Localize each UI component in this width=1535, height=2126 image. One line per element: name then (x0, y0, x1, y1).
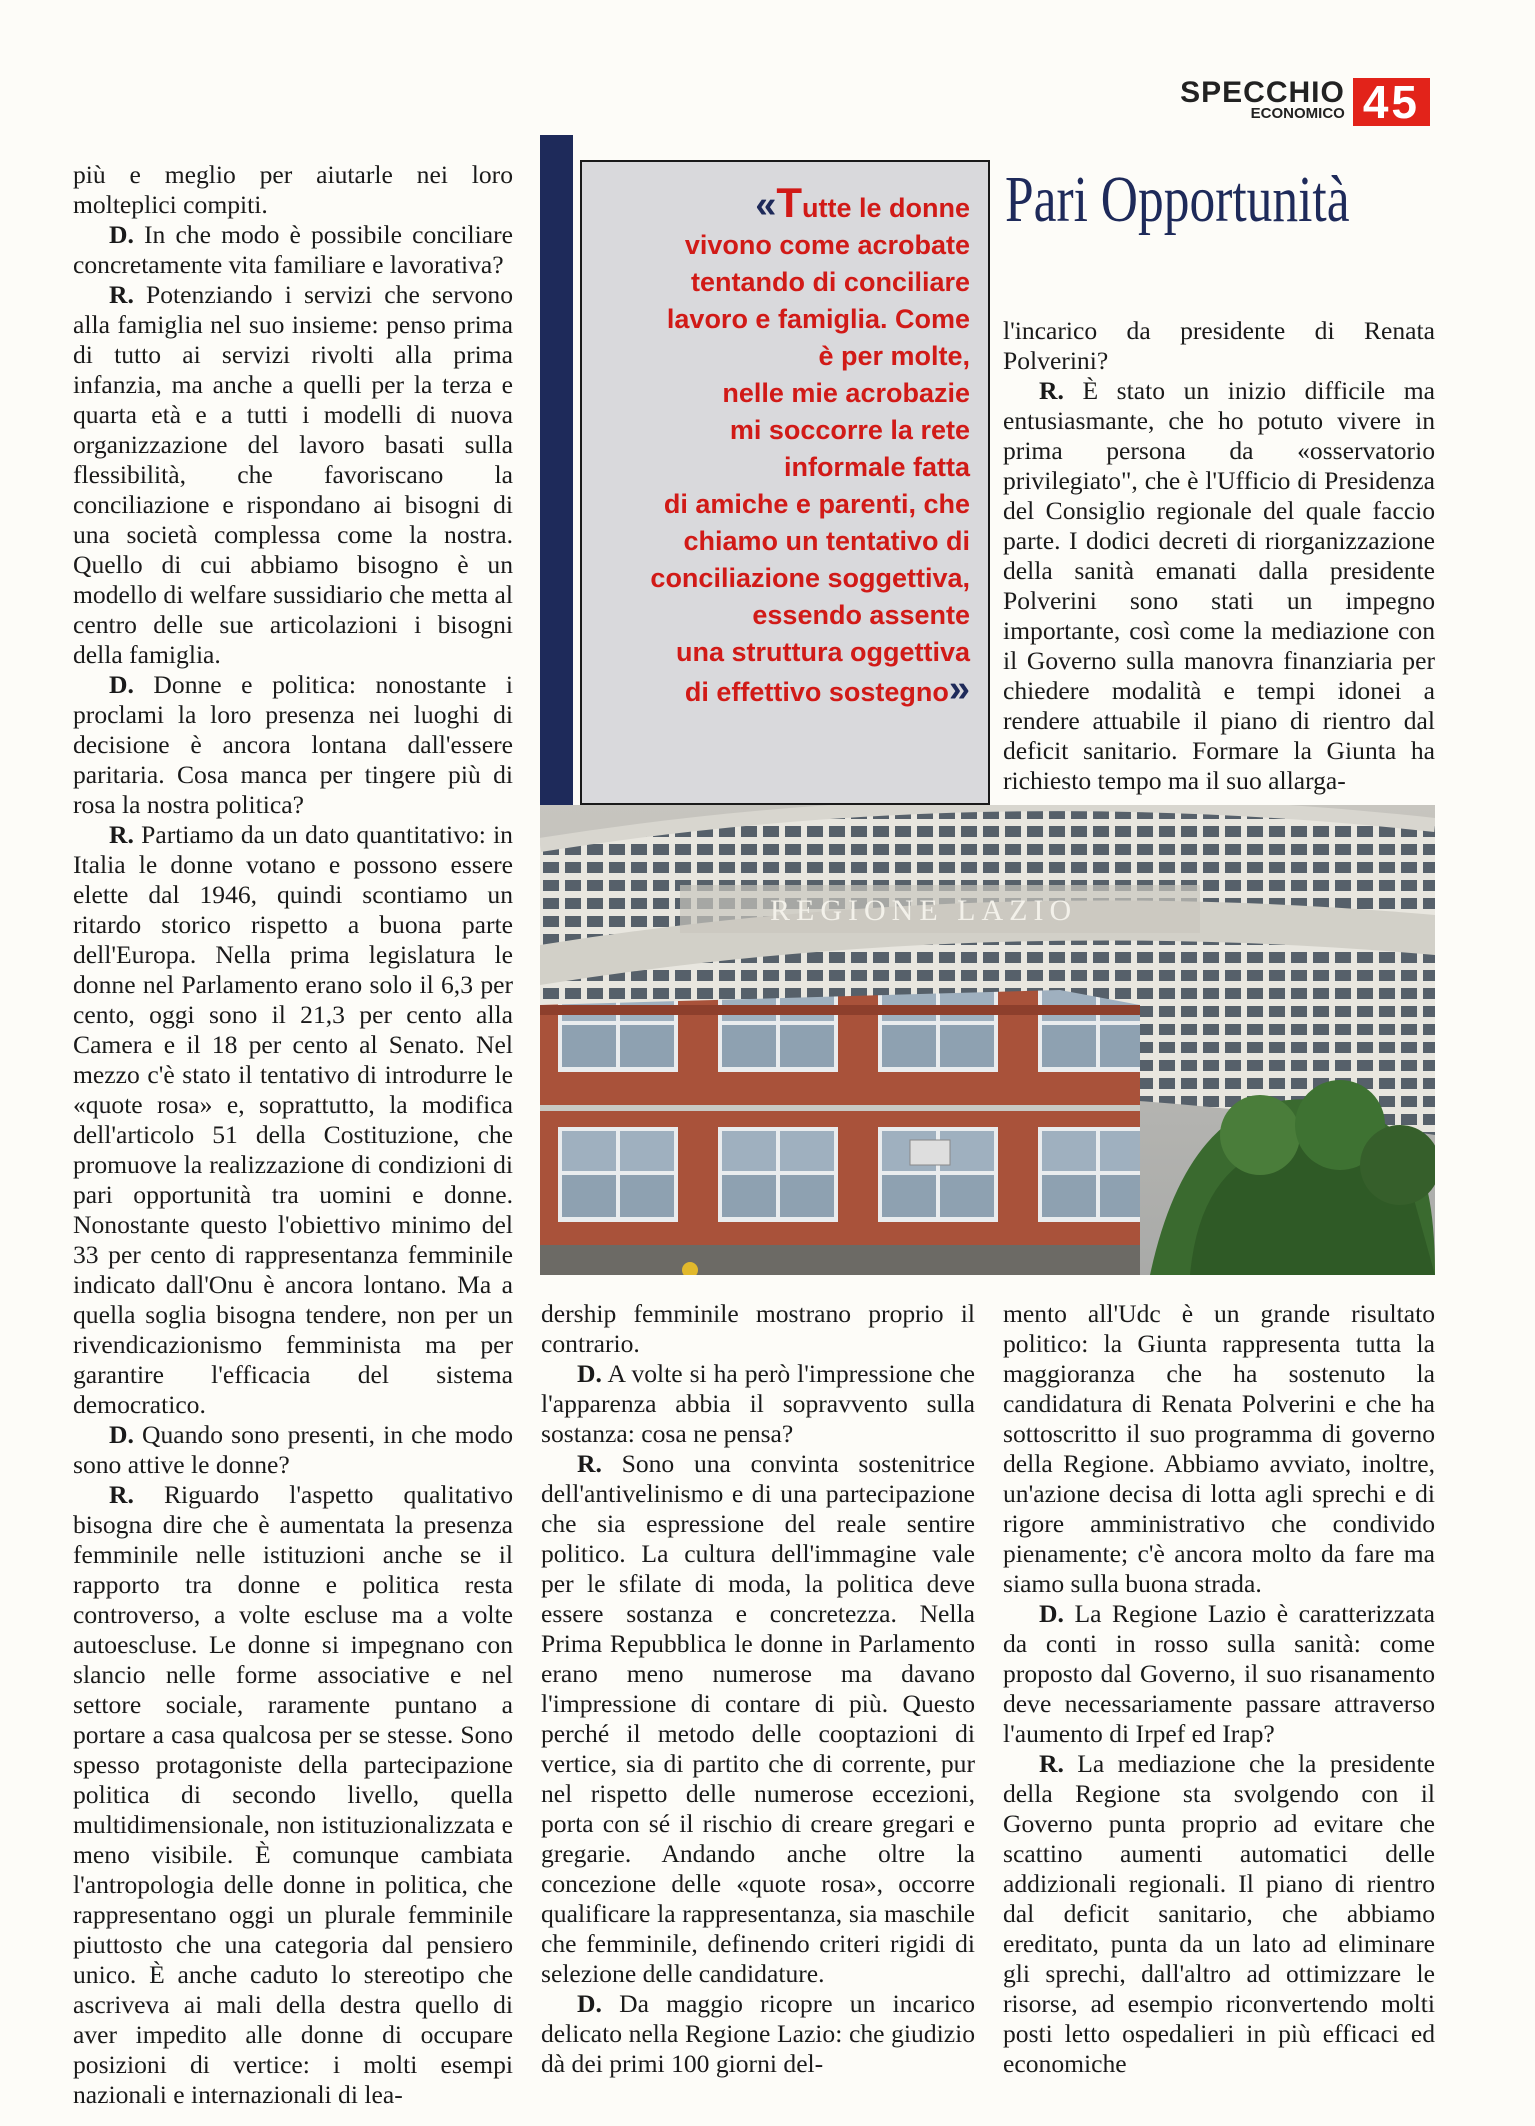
article-paragraph (541, 1989, 975, 2079)
paragraph-text: Sono una convinta sostenitrice dell'antivelinismo e di una partecipazione che sia espressione del reale sentire politico. La cultura dell'immagine vale per le sfilate di moda, la politica deve essere sostanza e concretezza. Nella Prima Repubblica le donne in Parlamento erano meno numerose ma davano l'impressione di contare di più. Questo perché il metodo delle cooptazioni di vertice, sia di partito che di corrente, pur nel rispetto delle numerose eccezioni, porta con sé il rischio di creare gregari e gregarie. Andando anche oltre la concezione delle «quote rosa», occorre qualificare la rappresentanza, sia maschile che femminile, definendo criteri rigidi di selezione delle candidature. (541, 1449, 975, 1988)
quote-line: chiamo un tentativo di (683, 526, 970, 556)
column-3-top (1003, 316, 1435, 796)
quote-line: utte le donne (802, 193, 970, 223)
quote-line: informale fatta (783, 452, 970, 482)
paragraph-text: dership femminile mostrano proprio il contrario. (541, 1299, 975, 1358)
article-paragraph (1003, 1749, 1435, 2079)
article-paragraph (73, 820, 513, 1420)
article-paragraph (541, 1299, 975, 1359)
paragraph-label: R. (1039, 1749, 1064, 1778)
paragraph-label: R. (109, 820, 134, 849)
quote-line: vivono come acrobate (684, 230, 970, 260)
quote-first-letter: T (776, 179, 802, 226)
magazine-header (1180, 78, 1430, 136)
paragraph-text: La Regione Lazio è caratterizzata da conti in rosso sulla sanità: come proposto dal Governo, il suo risanamento deve necessariamente passare attraverso l'aumento di Irpef ed Irap? (1003, 1599, 1435, 1748)
article-paragraph (73, 160, 513, 220)
paragraph-label: R. (1039, 376, 1064, 405)
article-paragraph (73, 1480, 513, 2110)
pull-quote-text (602, 179, 970, 711)
paragraph-text: Partiamo da un dato quantitativo: in Italia le donne votano e possono essere elette dal 1946, quindi scontiamo un ritardo storico rispetto a buona parte dell'Europa. Nella prima legislatura le donne nel Parlamento erano solo il 6,3 per cento, oggi sono il 21,3 per cento alla Camera e il 18 per cento al Senato. Nel mezzo c'è stato il tentativo di introdurre le «quote rosa» e, soprattutto, la modifica dell'articolo 51 della Costituzione, che promuove la realizzazione di condizioni di pari opportunità tra uomini e donne. Nonostante questo l'obiettivo minimo del 33 per cento di rappresentanza femminile indicato dall'Onu è ancora lontano. Ma a quella soglia bisogna tendere, non per un rivendicazionismo femminista ma per garantire l'efficacia del sistema democratico. (73, 820, 513, 1419)
quote-line: una struttura oggettiva (675, 637, 970, 667)
quote-line: di amiche e parenti, che (663, 489, 970, 519)
quote-line: è per molte, (818, 341, 970, 371)
section-title: Pari Opportunità (1005, 163, 1350, 236)
magazine-name: SPECCHIO (1180, 76, 1345, 109)
article-paragraph (1003, 316, 1435, 376)
paragraph-text: Riguardo l'aspetto qualitativo bisogna dire che è aumentata la presenza femminile nelle istituzioni anche se il rapporto tra donne e politica resta controverso, a volte escluse ma a volte autoescluse. Le donne si impegnano con slancio nelle forme associative e nel settore sociale, raramente puntano a portare a casa qualcosa per se stesse. Sono spesso protagoniste della partecipazione politica di secondo livello, quella multidimensionale, non istituzionalizzata e meno visibile. È comunque cambiata l'antropologia delle donne in politica, che rappresentano oggi un plurale femminile piuttosto che una categoria dal pensiero unico. È anche caduto lo stereotipo che ascriveva ai mali della destra quello di aver impedito alle donne di occupare posizioni di vertice: i molti esempi nazionali e internazionali di lea- (73, 1480, 513, 2109)
article-paragraph (73, 280, 513, 670)
paragraph-text: Da maggio ricopre un incarico delicato nella Regione Lazio: che giudizio dà dei primi 100 giorni del- (541, 1989, 975, 2078)
paragraph-text: più e meglio per aiutarle nei loro molteplici compiti. (73, 160, 513, 219)
paragraph-label: R. (109, 280, 134, 309)
quote-line: tentando di conciliare (690, 267, 970, 297)
quote-close-mark: » (948, 668, 970, 710)
paragraph-label: D. (109, 670, 134, 699)
paragraph-text: mento all'Udc è un grande risultato politico: la Giunta rappresenta tutta la maggioranza che ha sostenuto la candidatura di Renata Polverini e che ha sottoscritto il suo programma di governo della Regione. Abbiamo avviato, inoltre, un'azione decisa di lotta agli sprechi e di rigore amministrativo che condivido pienamente; c'è ancora molto da fare ma siamo sulla buona strada. (1003, 1299, 1435, 1598)
paragraph-label: R. (109, 1480, 134, 1509)
article-paragraph (1003, 1599, 1435, 1749)
building-sign-text: REGIONE LAZIO (770, 894, 1078, 927)
magazine-subname: ECONOMICO (1250, 105, 1345, 122)
article-paragraph (73, 670, 513, 820)
paragraph-label: D. (577, 1359, 602, 1388)
quote-line: di effettivo sostegno (684, 677, 949, 707)
article-paragraph (541, 1449, 975, 1989)
magazine-masthead (1180, 78, 1345, 122)
quote-open-mark: « (755, 184, 777, 226)
quote-line: essendo assente (752, 600, 970, 630)
quote-line: nelle mie acrobazie (722, 378, 970, 408)
pull-quote-box (580, 160, 990, 805)
quote-line: lavoro e famiglia. Come (666, 304, 970, 334)
paragraph-label: D. (577, 1989, 602, 2018)
article-paragraph (73, 220, 513, 280)
page-number: 45 (1353, 78, 1430, 126)
regione-lazio-building-photo (540, 805, 1435, 1275)
column-2 (541, 1299, 975, 2079)
column-1 (73, 160, 513, 2110)
paragraph-text: Donne e politica: nonostante i proclami la loro presenza nei luoghi di decisione è ancora lontana dall'essere paritaria. Cosa manca per tingere più di rosa la nostra politica? (73, 670, 513, 819)
article-paragraph (1003, 376, 1435, 796)
column-3-bottom (1003, 1299, 1435, 2079)
paragraph-text: In che modo è possibile conciliare concretamente vita familiare e lavorativa? (73, 220, 513, 279)
article-paragraph (541, 1359, 975, 1449)
paragraph-label: R. (577, 1449, 602, 1478)
paragraph-text: A volte si ha però l'impressione che l'apparenza abbia il sopravvento sulla sostanza: cosa ne pensa? (541, 1359, 975, 1448)
paragraph-text: Potenziando i servizi che servono alla famiglia nel suo insieme: penso prima di tutto ai servizi rivolti alla prima infanzia, ma anche a quelli per la terza e quarta età e a tutti i modelli di nuova organizzazione del lavoro basati sulla flessibilità, che favoriscano la conciliazione e rispondano ai bisogni di una società complessa come la nostra. Quello di cui abbiamo bisogno è un modello di welfare sussidiario che metta al centro delle sue articolazioni i bisogni della famiglia. (73, 280, 513, 669)
quote-line: mi soccorre la rete (729, 415, 970, 445)
quote-line: conciliazione soggettiva, (650, 563, 970, 593)
paragraph-text: Quando sono presenti, in che modo sono attive le donne? (73, 1420, 514, 1479)
paragraph-text: La mediazione che la presidente della Regione sta svolgendo con il Governo punta proprio ad evitare che scattino aumenti automatici delle addizionali regionali. Il piano di rientro dal deficit sanitario, che abbiamo ereditato, punta da un lato ad eliminare gli sprechi, dall'altro ad ottimizzare le risorse, ad esempio riconvertendo molti posti letto ospedalieri in più efficaci ed economiche (1003, 1749, 1435, 2078)
paragraph-label: D. (1039, 1599, 1064, 1628)
paragraph-label: D. (109, 220, 134, 249)
article-paragraph (73, 1420, 513, 1480)
paragraph-label: D. (109, 1420, 134, 1449)
paragraph-text: È stato un inizio difficile ma entusiasmante, che ho potuto vivere in prima persona da «osservatorio privilegiato", che è l'Ufficio di Presidenza del Consiglio regionale del quale faccio parte. I dodici decreti di riorganizzazione della sanità emanati dalla presidente Polverini sono stati un impegno importante, così come la mediazione con il Governo sulla manovra finanziaria per chiedere modalità e tempi idonei a rendere attuabile il piano di rientro dal deficit sanitario. Formare la Giunta ha richiesto tempo ma il suo allarga- (1003, 376, 1435, 795)
article-paragraph (1003, 1299, 1435, 1599)
paragraph-text: l'incarico da presidente di Renata Polverini? (1003, 316, 1435, 375)
